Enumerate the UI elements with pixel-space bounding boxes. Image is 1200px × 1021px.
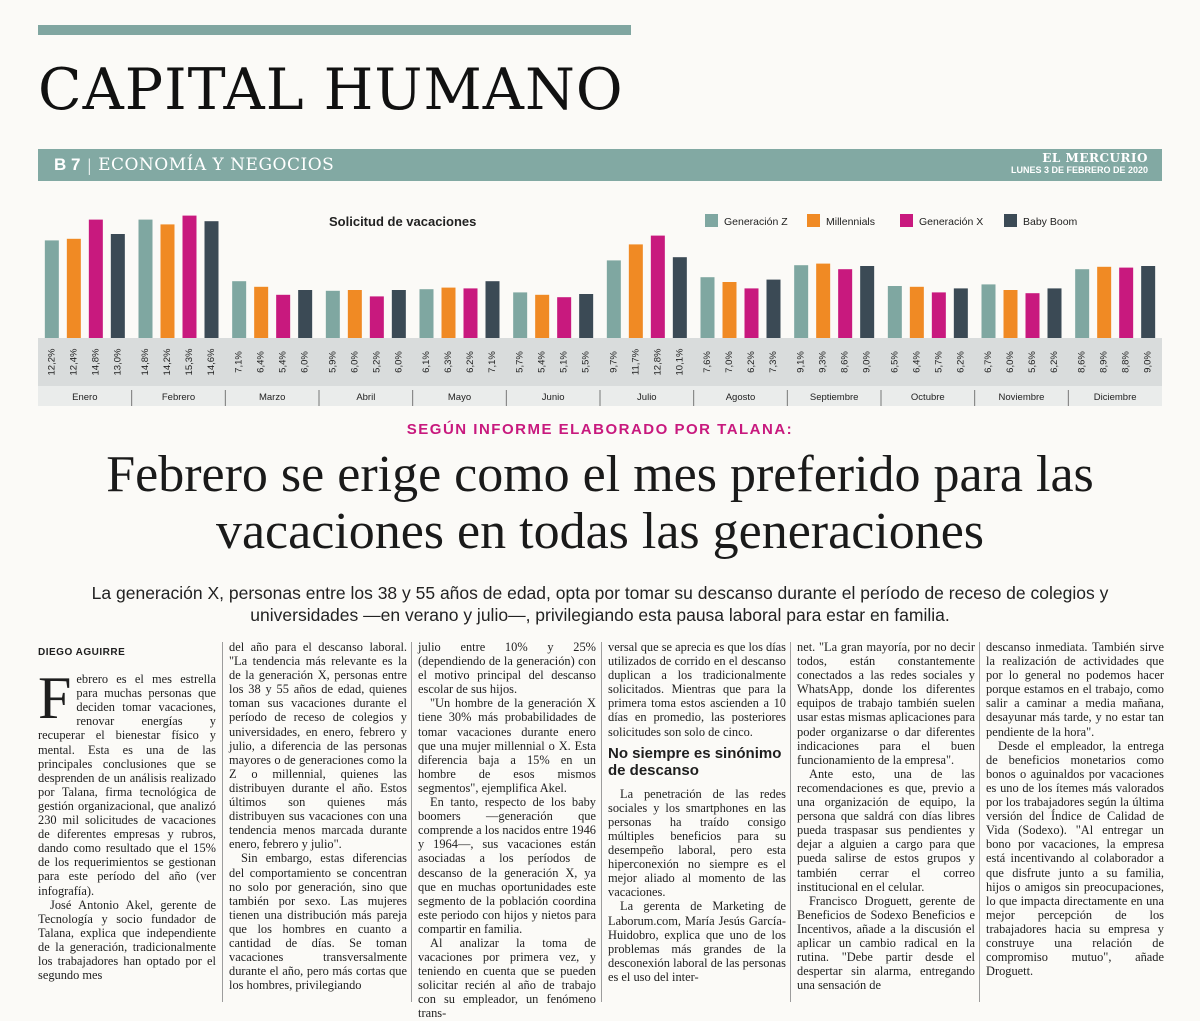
bar — [816, 264, 830, 338]
article-headline: Febrero se erige como el mes preferido para las vacaciones en todas las generaciones — [106, 446, 1094, 560]
bar — [486, 281, 500, 338]
bar — [1141, 266, 1155, 338]
month-label: Diciembre — [1093, 392, 1137, 403]
column-rule — [411, 642, 412, 1002]
bar — [67, 239, 81, 338]
paragraph: "Un hombre de la generación X tiene 30% más probabilidades de tomar vacaciones durante enero que una mujer millennial o X. Esta diferencia baja a 15% en un hombre de esos mismos segmentos", ejemplifica Akel. — [418, 696, 596, 795]
legend-swatch — [900, 214, 913, 227]
paragraph: julio entre 10% y 25% (dependiendo de la generación) con el motivo principal del descanso escolar de sus hijos. — [418, 640, 596, 697]
bar-value-label: 5,2% — [371, 351, 383, 373]
month-label: Enero — [72, 392, 98, 403]
bar — [535, 295, 549, 338]
bar-value-label: 5,4% — [536, 351, 548, 373]
bar-value-label: 12,4% — [68, 348, 80, 376]
byline: DIEGO AGUIRRE — [38, 647, 126, 658]
paragraph: del año para el descanso laboral. "La tendencia más relevante es la de la generación X, personas entre los 38 y 55 años de edad, quienes toman sus vacaciones durante el período de receso de colegios y universidades, en enero, febrero y julio, a diferencia de las personas mayores o de generaciones como la Z o millennial, quienes las distribuyen durante el año. Estos últimos son quienes más distribuyen sus vacaciones con una tendencia menos marcada durante enero, febrero y julio". — [229, 640, 407, 852]
bar — [982, 284, 996, 338]
bar-value-label: 14,8% — [90, 348, 102, 376]
chart-title: Solicitud de vacaciones — [329, 214, 477, 229]
bar-value-label: 5,1% — [558, 351, 570, 373]
paragraph: Al analizar la toma de vacaciones por primera vez, y teniendo en cuenta que se pueden solicitar recién al año de trabajo con su empleador, un fenómeno trans- — [418, 935, 596, 1021]
legend-swatch — [1004, 214, 1017, 227]
bar — [513, 292, 527, 338]
bar — [954, 288, 968, 338]
bar — [723, 282, 737, 338]
bar-value-label: 12,8% — [652, 348, 664, 376]
bar — [161, 224, 175, 338]
bar-value-label: 5,4% — [277, 351, 289, 373]
bar — [932, 292, 946, 338]
bar-value-label: 6,2% — [465, 351, 477, 373]
month-label: Julio — [637, 392, 657, 403]
month-label: Mayo — [447, 392, 472, 403]
top-accent-bar — [38, 25, 631, 35]
bar-value-label: 7,1% — [487, 351, 499, 373]
bar — [701, 277, 715, 338]
bar-value-label: 6,1% — [421, 351, 433, 373]
bar-value-label: 5,6% — [1027, 351, 1039, 373]
bar-value-label: 9,0% — [1142, 351, 1154, 373]
bar-value-label: 6,2% — [746, 351, 758, 373]
bar — [1048, 288, 1062, 338]
paragraph: versal que se aprecia es que los días utilizados de corrido en el descanso duplican a los tradicionalmente solicitados. Mientras que para la primera toma estos ascienden a 10 días en promedio, las posteriores solicitudes son solo de cinco. — [608, 640, 786, 739]
bar-value-label: 6,5% — [889, 351, 901, 373]
bar-value-label: 6,2% — [955, 351, 967, 373]
bar — [205, 221, 219, 338]
bar-value-label: 7,6% — [702, 351, 714, 373]
month-label: Febrero — [161, 392, 196, 403]
bar — [420, 289, 434, 338]
paragraph: net. "La gran mayoría, por no decir todos, están constantemente conectados a las redes sociales y WhatsApp, donde los diferentes equipos de trabajo también suelen usar estas mismas aplicaciones para poder organizarse o dar diferentes indicaciones para el buen funcionamiento de la empresa". — [797, 640, 975, 767]
month-label: Octubre — [910, 392, 945, 403]
paragraph: Francisco Droguett, gerente de Beneficios de Sodexo Beneficios e Incentivos, añade a la discusión el aplicar un cambio radical en la rutina. "Debe partir desde el despertar sin alarma, entregando una sensación de — [797, 893, 975, 993]
article-column-5 — [797, 640, 975, 992]
bar-value-label: 6,3% — [443, 351, 455, 373]
article-subhead: No siempre es sinónimo de descanso — [608, 744, 782, 779]
bar-value-label: 6,0% — [299, 351, 311, 373]
legend-label: Millennials — [826, 216, 876, 228]
bar-value-label: 6,0% — [393, 351, 405, 373]
bar — [673, 257, 687, 338]
bar-value-label: 5,7% — [933, 351, 945, 373]
bar-value-label: 8,6% — [839, 351, 851, 373]
legend-swatch — [807, 214, 820, 227]
bar-value-label: 8,9% — [1098, 351, 1110, 373]
bar-value-label: 5,5% — [580, 351, 592, 373]
bar-value-label: 15,3% — [184, 348, 196, 376]
section-name: ECONOMÍA Y NEGOCIOS — [98, 155, 335, 175]
bar-value-label: 7,0% — [724, 351, 736, 373]
bar-value-label: 14,2% — [162, 348, 174, 376]
bar — [232, 281, 246, 338]
column-rule — [790, 642, 791, 1002]
bar — [607, 260, 621, 338]
paragraph — [38, 665, 216, 898]
article-column-4 — [608, 640, 786, 984]
paragraph: En tanto, respecto de los baby boomers —generación que comprende a los nacidos entre 1946 y 1964—, sus vacaciones están asociadas a los períodos de descanso de la generación X, ya que en muchas oportunidades este segmento de la población coordina este periodo con hijos y nietos para compartir en familia. — [418, 795, 596, 936]
month-label: Noviembre — [998, 392, 1045, 403]
bar — [579, 294, 593, 338]
section-band — [38, 149, 1162, 181]
bar — [838, 269, 852, 338]
bar-value-label: 6,0% — [349, 351, 361, 373]
bar-value-label: 11,7% — [630, 348, 642, 376]
issue-date: LUNES 3 DE FEBRERO DE 2020 — [1010, 165, 1148, 175]
bar-value-label: 8,8% — [1120, 351, 1132, 373]
month-label: Junio — [541, 392, 565, 403]
column-rule — [222, 642, 223, 1002]
bar — [1119, 268, 1133, 338]
bar-value-label: 6,0% — [1005, 351, 1017, 373]
vacation-requests-chart — [38, 200, 1162, 408]
bar-value-label: 6,4% — [911, 351, 923, 373]
bar-value-label: 12,2% — [46, 348, 58, 376]
article-dek: La generación X, personas entre los 38 y 55 años de edad, opta por tomar su descanso durante el período de receso de colegios y universidades —en verano y julio—, privilegiando esta pausa laboral para estar en familia. — [91, 583, 1109, 625]
paragraph: Desde el empleador, la entrega de beneficios monetarios como bonos o aguinaldos por vacaciones es uno de los ítemes más valorados por los trabajadores según la última versión del Índice de Calidad de Vida (Sodexo). "Al entregar un bono por vacaciones, la empresa está incentivando al colaborador a que disfrute junto a su familia, hijos o amigos sin preocupaciones, lo que impacta directamente en una mejor percepción de los trabajadores hacia su empresa y construye una relación de compromiso mutuo", añade Droguett. — [986, 738, 1164, 979]
bar — [183, 216, 197, 338]
masthead — [1011, 152, 1148, 176]
bar — [254, 287, 268, 338]
bar — [745, 288, 759, 338]
month-label: Septiembre — [809, 392, 859, 403]
article-column-6 — [986, 640, 1164, 978]
bar — [888, 286, 902, 338]
bar — [629, 244, 643, 338]
month-label: Agosto — [725, 392, 756, 403]
bar — [651, 236, 665, 338]
paragraph: José Antonio Akel, gerente de Tecnología y socio fundador de Talana, explica que independiente de la generación, tradicionalmente los trabajadores han optado por el segundo mes — [38, 897, 216, 983]
bar-value-label: 13,0% — [112, 348, 124, 376]
paragraph-text: ebrero es el mes estrella para muchas personas que deciden tomar vacaciones, renovar energías y recuperar el bienestar físico y mental. Esta es una de las principales conclusiones que se desprenden de un análisis realizado por Talana, firma tecnológica de gestión organizacional, que analizó 230 mil solicitudes de vacaciones de diferentes empresas y rubros, dando como resultado que el 15% de los requerimientos se gestionan para este período del año (ver infografía). — [38, 672, 216, 898]
bar — [1097, 267, 1111, 338]
bar — [442, 288, 456, 338]
column-rule — [979, 642, 980, 1002]
month-label: Marzo — [258, 392, 286, 403]
bar — [276, 295, 290, 338]
bar — [767, 280, 781, 338]
article-column-1 — [38, 640, 216, 982]
bar-value-label: 9,7% — [608, 351, 620, 373]
bar — [45, 240, 59, 338]
bar-value-label: 9,3% — [817, 351, 829, 373]
bar — [298, 290, 312, 338]
bar-value-label: 14,6% — [206, 348, 218, 376]
bar-value-label: 5,9% — [327, 351, 339, 373]
bar — [794, 265, 808, 338]
band-divider: | — [87, 154, 92, 175]
bar — [370, 296, 384, 338]
bar-value-label: 9,1% — [795, 351, 807, 373]
bar-value-label: 10,1% — [674, 348, 686, 376]
legend-label: Generación X — [919, 216, 984, 228]
bar — [392, 290, 406, 338]
bar-value-label: 6,4% — [255, 351, 267, 373]
bar — [1026, 293, 1040, 338]
section-title: CAPITAL HUMANO — [38, 57, 624, 123]
bar — [111, 234, 125, 338]
legend-label: Generación Z — [724, 216, 788, 228]
legend-swatch — [705, 214, 718, 227]
bar — [910, 287, 924, 338]
paragraph: La gerenta de Marketing de Laborum.com, María Jesús García-Huidobro, explica que uno de los problemas más grandes de la desconexión laboral de las personas es el uso del inter- — [608, 899, 786, 984]
article-column-2 — [229, 640, 407, 992]
paragraph: La penetración de las redes sociales y los smartphones en las personas ha traído consigo múltiples beneficios para su desempeño laboral, pero esta hiperconexión no siempre es el mejor aliado al momento de las vacaciones. — [608, 786, 786, 900]
bar — [348, 290, 362, 338]
bar — [860, 266, 874, 338]
bar-value-label: 8,6% — [1076, 351, 1088, 373]
bar — [1004, 290, 1018, 338]
bar — [326, 291, 340, 338]
column-rule — [601, 642, 602, 1002]
bar — [139, 220, 153, 338]
paragraph: Sin embargo, estas diferencias del comportamiento se concentran no solo por generación, sino que también por sexo. Las mujeres tienen una distribución más pareja que los hombres en cuanto a cantidad de días. Se toman vacaciones transversalmente durante el año, pero más cortas que los hombres, privilegiando — [229, 851, 407, 993]
bar-value-label: 5,7% — [514, 351, 526, 373]
masthead-name: EL MERCURIO — [1042, 151, 1148, 165]
bar — [464, 288, 478, 338]
bar-value-label: 14,8% — [140, 348, 152, 376]
month-label: Abril — [356, 392, 376, 403]
bar-value-label: 6,7% — [983, 351, 995, 373]
bar — [1075, 269, 1089, 338]
bar-value-label: 7,1% — [233, 351, 245, 373]
paragraph: Ante esto, una de las recomendaciones es que, previo a una organización de equipo, la persona que saldrá con días libres pueda traspasar sus pendientes y dejar a alguien a cargo para que pueda salirse de estos grupos y también cerrar el correo institucional en el celular. — [797, 766, 975, 894]
article-column-3 — [418, 640, 596, 1021]
article-kicker: SEGÚN INFORME ELABORADO POR TALANA: — [406, 421, 794, 438]
bar — [557, 297, 571, 338]
bar-value-label: 6,2% — [1049, 351, 1061, 373]
page-number: B 7 — [54, 155, 81, 174]
legend-label: Baby Boom — [1023, 216, 1078, 228]
paragraph: descanso inmediata. También sirve la realización de actividades que por lo general no podemos hacer porque estamos en el trabajo, como salir a caminar a media mañana, desayunar más tarde, y no estar tan pendiente de la hora". — [986, 640, 1164, 739]
drop-cap: F — [38, 665, 72, 732]
bar-value-label: 9,0% — [861, 351, 873, 373]
bar-value-label: 7,3% — [768, 351, 780, 373]
bar — [89, 220, 103, 338]
